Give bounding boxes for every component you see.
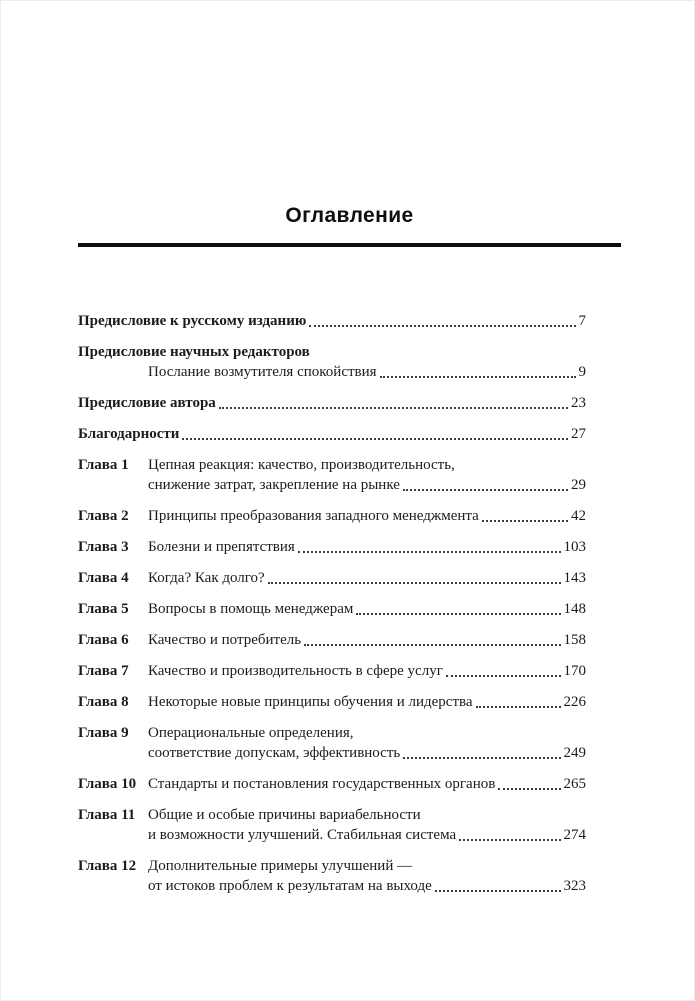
toc-entry-subtitle: Послание возмутителя спокойствия [148,364,377,380]
toc-entry-title: Предисловие к русскому изданию [78,313,307,329]
toc-chapter-title: Дополнительные примеры улучшений — [148,858,413,874]
toc-entry-chapter-6 [78,630,586,650]
toc-chapter-label: Глава 8 [78,694,129,710]
toc-entry-chapter-12 [78,856,586,896]
dot-leader [446,675,561,677]
dot-leader [459,839,560,841]
toc-chapter-label: Глава 5 [78,601,129,617]
toc-entry-acknowledgements [78,424,586,444]
toc-entry-title: Предисловие научных редакторов [78,344,310,360]
toc-chapter-title: Операциональные определения, [148,725,354,741]
toc-chapter-title: Качество и производительность в сфере услуг [148,663,443,679]
toc-chapter-title: Принципы преобразования западного менеджмента [148,508,479,524]
dot-leader [356,613,560,615]
toc-entry-preface-russian-edition [78,311,586,331]
toc-page-number: 23 [571,395,586,411]
toc-chapter-title-cont: соответствие допускам, эффективность [148,745,401,761]
dot-leader [403,757,560,759]
dot-leader [498,788,560,790]
toc-chapter-label: Глава 1 [78,457,129,473]
toc-chapter-title: Цепная реакция: качество, производительность, [148,457,455,473]
dot-leader [435,890,561,892]
toc-chapter-title: Общие и особые причины вариабельности [148,807,421,823]
toc-entry-chapter-7 [78,661,586,681]
toc-page-number: 249 [563,745,586,761]
toc-chapter-title-cont: и возможности улучшений. Стабильная система [148,827,457,843]
toc-chapter-label: Глава 7 [78,663,129,679]
dot-leader [482,520,568,522]
toc-chapter-title: Некоторые новые принципы обучения и лидерства [148,694,473,710]
title-rule [78,243,621,247]
dot-leader [298,551,561,553]
toc-page-number: 148 [563,601,586,617]
toc-entry-chapter-5 [78,599,586,619]
table-of-contents [78,311,586,896]
toc-page-number: 226 [563,694,586,710]
toc-page-number: 158 [563,632,586,648]
dot-leader [219,407,568,409]
toc-page-number: 9 [578,364,586,380]
toc-chapter-label: Глава 3 [78,539,129,555]
toc-entry-preface-author [78,393,586,413]
toc-chapter-label: Глава 9 [78,725,129,741]
toc-entry-chapter-3 [78,537,586,557]
dot-leader [268,582,561,584]
toc-page-number: 265 [563,776,586,792]
toc-page-number: 27 [571,426,586,442]
toc-chapter-title-cont: снижение затрат, закрепление на рынке [148,477,400,493]
dot-leader [304,644,560,646]
toc-entry-chapter-2 [78,506,586,526]
toc-chapter-label: Глава 2 [78,508,129,524]
toc-chapter-title: Когда? Как долго? [148,570,265,586]
dot-leader [309,325,575,327]
toc-chapter-label: Глава 10 [78,776,137,792]
toc-page-number: 323 [563,878,586,894]
toc-page-number: 7 [578,313,586,329]
toc-chapter-label: Глава 6 [78,632,129,648]
page-header [78,204,621,247]
toc-entry-chapter-10 [78,774,586,794]
toc-page-number: 143 [563,570,586,586]
toc-entry-chapter-9 [78,723,586,763]
toc-page-number: 42 [571,508,586,524]
toc-page-number: 274 [563,827,586,843]
toc-entry-chapter-1 [78,455,586,495]
dot-leader [380,376,576,378]
toc-chapter-title-cont: от истоков проблем к результатам на выходе [148,878,432,894]
toc-chapter-title: Стандарты и постановления государственных органов [148,776,496,792]
page-title: Оглавление [285,204,414,227]
toc-chapter-label: Глава 11 [78,807,136,823]
toc-entry-chapter-8 [78,692,586,712]
toc-entry-preface-science-editors [78,342,586,382]
toc-entry-chapter-11 [78,805,586,845]
toc-chapter-label: Глава 12 [78,858,137,874]
toc-page-number: 103 [563,539,586,555]
toc-entry-title: Предисловие автора [78,395,216,411]
toc-entry-chapter-4 [78,568,586,588]
toc-chapter-title: Качество и потребитель [148,632,302,648]
dot-leader [403,489,568,491]
toc-page-number: 29 [571,477,586,493]
dot-leader [476,706,561,708]
toc-chapter-title: Вопросы в помощь менеджерам [148,601,354,617]
toc-entry-title: Благодарности [78,426,180,442]
toc-chapter-title: Болезни и препятствия [148,539,295,555]
toc-page-number: 170 [563,663,586,679]
toc-chapter-label: Глава 4 [78,570,129,586]
dot-leader [182,438,568,440]
